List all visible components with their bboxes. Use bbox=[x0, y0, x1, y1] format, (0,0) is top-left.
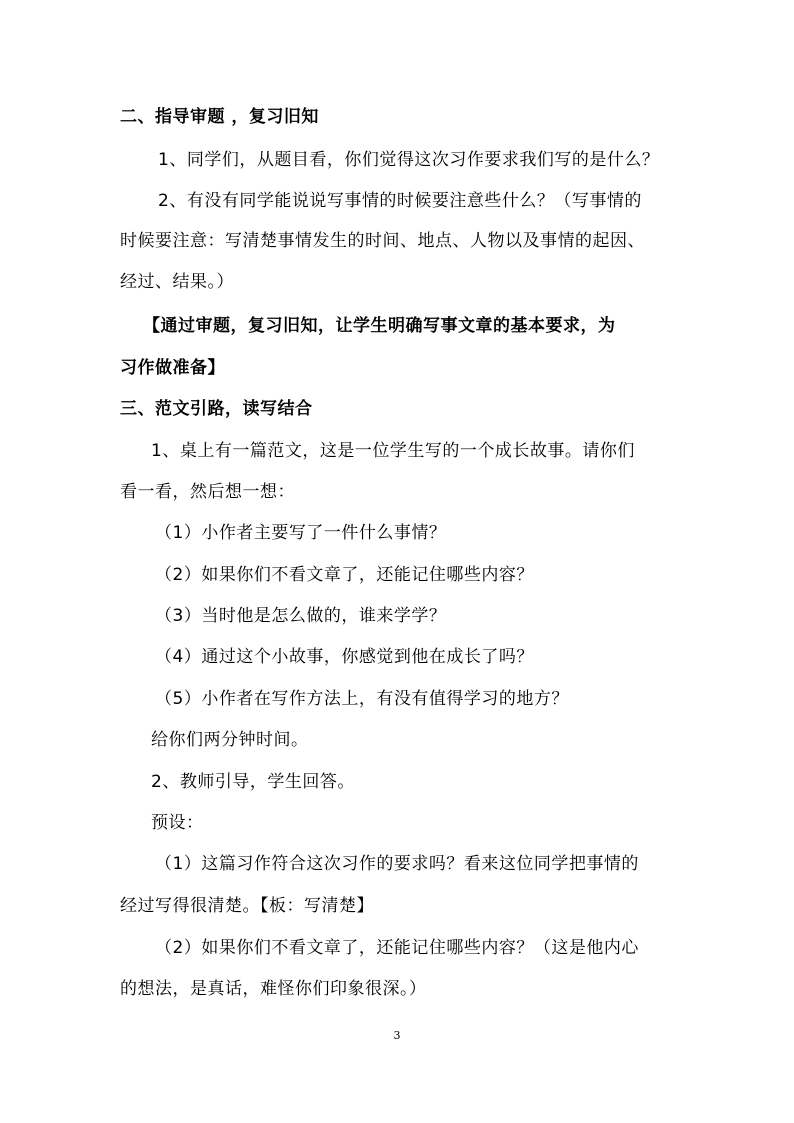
section-heading-2: 二、指导审题 ，复习旧知 bbox=[120, 107, 319, 127]
paragraph-line: 给你们两分钟时间。 bbox=[151, 730, 309, 750]
section-heading-3: 三、范文引路，读写结合 bbox=[120, 399, 313, 419]
answer-item: （1）这篇习作符合这次习作的要求吗？看来这位同学把事情的 bbox=[155, 854, 639, 874]
question-item: （3）当时他是怎么做的，谁来学学？ bbox=[155, 606, 447, 626]
question-item: （4）通过这个小故事，你感觉到他在成长了吗？ bbox=[155, 647, 534, 667]
paragraph-line: 经过、结果。） bbox=[120, 272, 234, 292]
paragraph-line: 1、桌上有一篇范文，这是一位学生写的一个成长故事。请你们 bbox=[151, 441, 635, 461]
paragraph-line: 时候要注意：写清楚事情发生的时间、地点、人物以及事情的起因、 bbox=[120, 231, 645, 251]
page-number: 3 bbox=[393, 1029, 401, 1042]
design-note-line: 习作做准备】 bbox=[120, 358, 225, 378]
design-note-line: 【通过审题，复习旧知，让学生明确写事文章的基本要求，为 bbox=[143, 316, 616, 336]
paragraph-line: 经过写得很清楚。【板：写清楚】 bbox=[120, 896, 374, 916]
paragraph-line: 1、同学们，从题目看，你们觉得这次习作要求我们写的是什么？ bbox=[158, 150, 660, 170]
question-item: （1）小作者主要写了一件什么事情？ bbox=[155, 523, 447, 543]
answer-item: （2）如果你们不看文章了，还能记住哪些内容？（这是他内心 bbox=[155, 938, 639, 958]
paragraph-line: 2、有没有同学能说说写事情的时候要注意些什么？（写事情的 bbox=[158, 191, 642, 211]
paragraph-line: 的想法，是真话，难怪你们印象很深。） bbox=[120, 979, 427, 999]
paragraph-line: 看一看，然后想一想： bbox=[120, 482, 295, 502]
question-item: （2）如果你们不看文章了，还能记住哪些内容？ bbox=[155, 565, 534, 585]
question-item: （5）小作者在写作方法上，有没有值得学习的地方？ bbox=[155, 689, 569, 709]
paragraph-line: 2、教师引导，学生回答。 bbox=[151, 772, 355, 792]
paragraph-line: 预设： bbox=[151, 813, 204, 833]
